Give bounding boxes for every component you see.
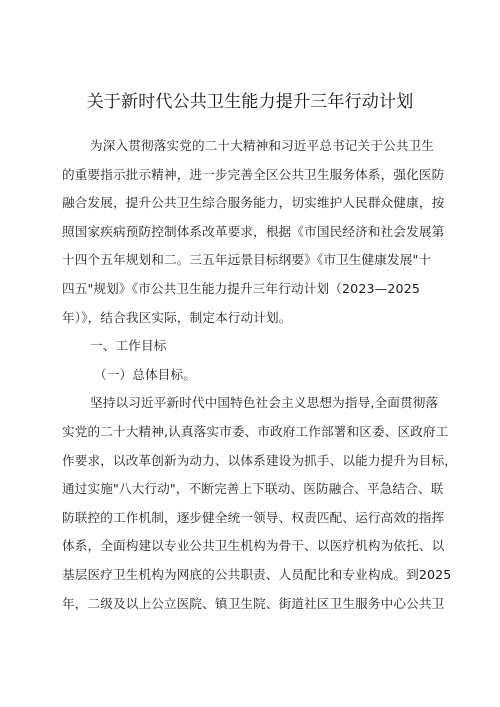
paragraph-line: 作要求，以改革创新为动力、以体系建设为抓手、以能力提升为目标， [62,452,458,468]
paragraph-line: 十四个五年规划和二。三五年远景目标纲要》《市卫生健康发展"十 [62,252,432,268]
paragraph-line: 年，二级及以上公立医院、镇卫生院、街道社区卫生服务中心公共卫 [62,595,445,611]
paragraph-line: 坚持以习近平新时代中国特色社会主义思想为指导,全面贯彻落 [90,395,439,411]
paragraph-line: 四五"规划》《市公共卫生能力提升三年行动计划（2023—2025 [62,280,421,296]
paragraph-line: 实党的二十大精神,认真落实市委、市政府工作部署和区委、区政府工 [62,423,449,439]
paragraph-line: 基层医疗卫生机构为网底的公共职责、人员配比和专业构成。到2025 [62,566,452,582]
paragraph-line: 年）》，结合我区实际，制定本行动计划。 [62,309,292,325]
goals-paragraph [62,389,458,618]
paragraph-line: 体系，全面构建以专业公共卫生机构为骨干、以医疗机构为依托、以 [62,538,445,554]
paragraph-line: 照国家疾病预防控制体系改革要求，根据《市国民经济和社会发展第 [62,223,445,239]
paragraph-line: 融合发展，提升公共卫生综合服务能力，切实维护人民群众健康，按 [62,195,445,211]
paragraph-line: 通过实施"八大行动"，不断完善上下联动、医防融合、平急结合、联 [62,481,444,497]
section-heading: 一、工作目标 [90,338,167,354]
paragraph-line: 防联控的工作机制，逐步健全统一领导、权责匹配、运行高效的指挥 [62,509,445,525]
document-body [62,132,458,618]
subsection-heading: （一）总体目标。 [94,366,196,382]
document-title: 关于新时代公共卫生能力提升三年行动计划 [86,92,414,112]
paragraph-line: 为深入贯彻落实党的二十大精神和习近平总书记关于公共卫生 [90,138,435,153]
intro-paragraph [62,132,445,332]
paragraph-line: 的重要指示批示精神，进一步完善全区公共卫生服务体系，强化医防 [62,166,445,182]
